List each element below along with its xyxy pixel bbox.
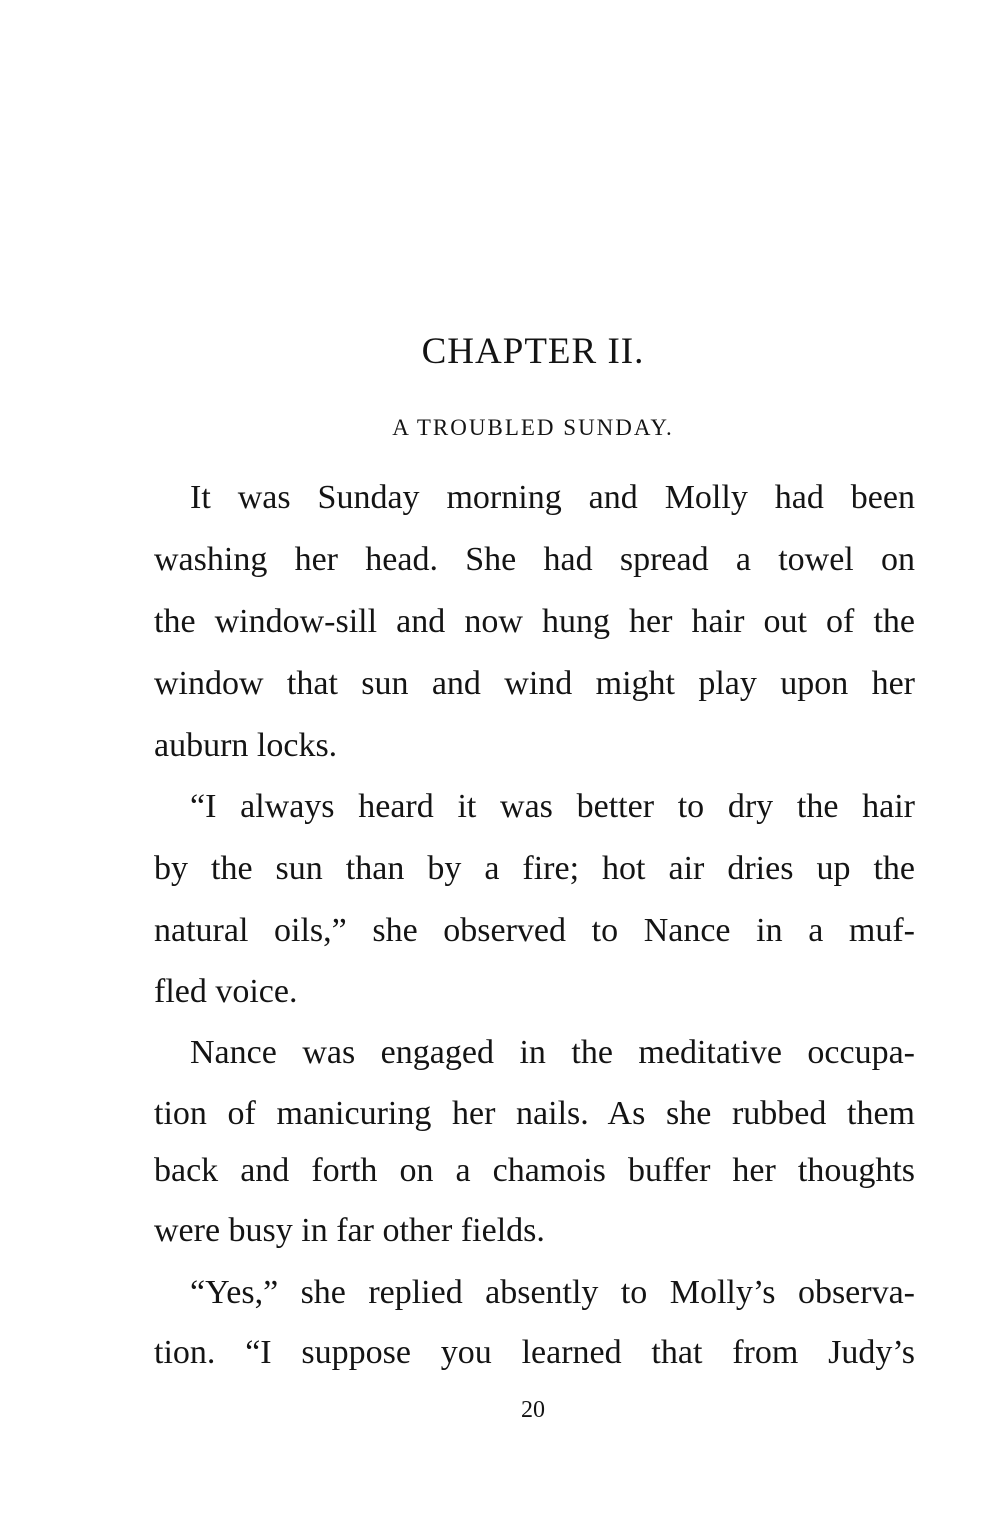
text-line: fled voice. [154, 973, 298, 1010]
text-line: by the sun than by a fire; hot air dries up the [154, 850, 915, 887]
text-line: It was Sunday morning and Molly had been [190, 479, 915, 516]
text-line: “I always heard it was better to dry the hair [190, 788, 915, 825]
text-line: tion of manicuring her nails. As she rubbed them [154, 1095, 915, 1132]
chapter-subtitle: A TROUBLED SUNDAY. [392, 415, 674, 440]
text-line: natural oils,” she observed to Nance in a muf- [154, 912, 915, 949]
text-line: Nance was engaged in the meditative occupa- [190, 1034, 915, 1071]
text-line: auburn locks. [154, 727, 338, 764]
chapter-title: CHAPTER II. [421, 331, 645, 372]
text-line: window that sun and wind might play upon her [154, 665, 915, 702]
page-number: 20 [521, 1397, 545, 1423]
text-line: tion. “I suppose you learned that from Judy’s [154, 1334, 915, 1371]
text-line: washing her head. She had spread a towel on [154, 541, 915, 578]
text-line: “Yes,” she replied absently to Molly’s observa- [190, 1274, 915, 1311]
text-line: back and forth on a chamois buffer her thoughts [154, 1152, 915, 1189]
text-line: the window-sill and now hung her hair out of the [154, 603, 915, 640]
text-line: were busy in far other fields. [154, 1212, 545, 1249]
